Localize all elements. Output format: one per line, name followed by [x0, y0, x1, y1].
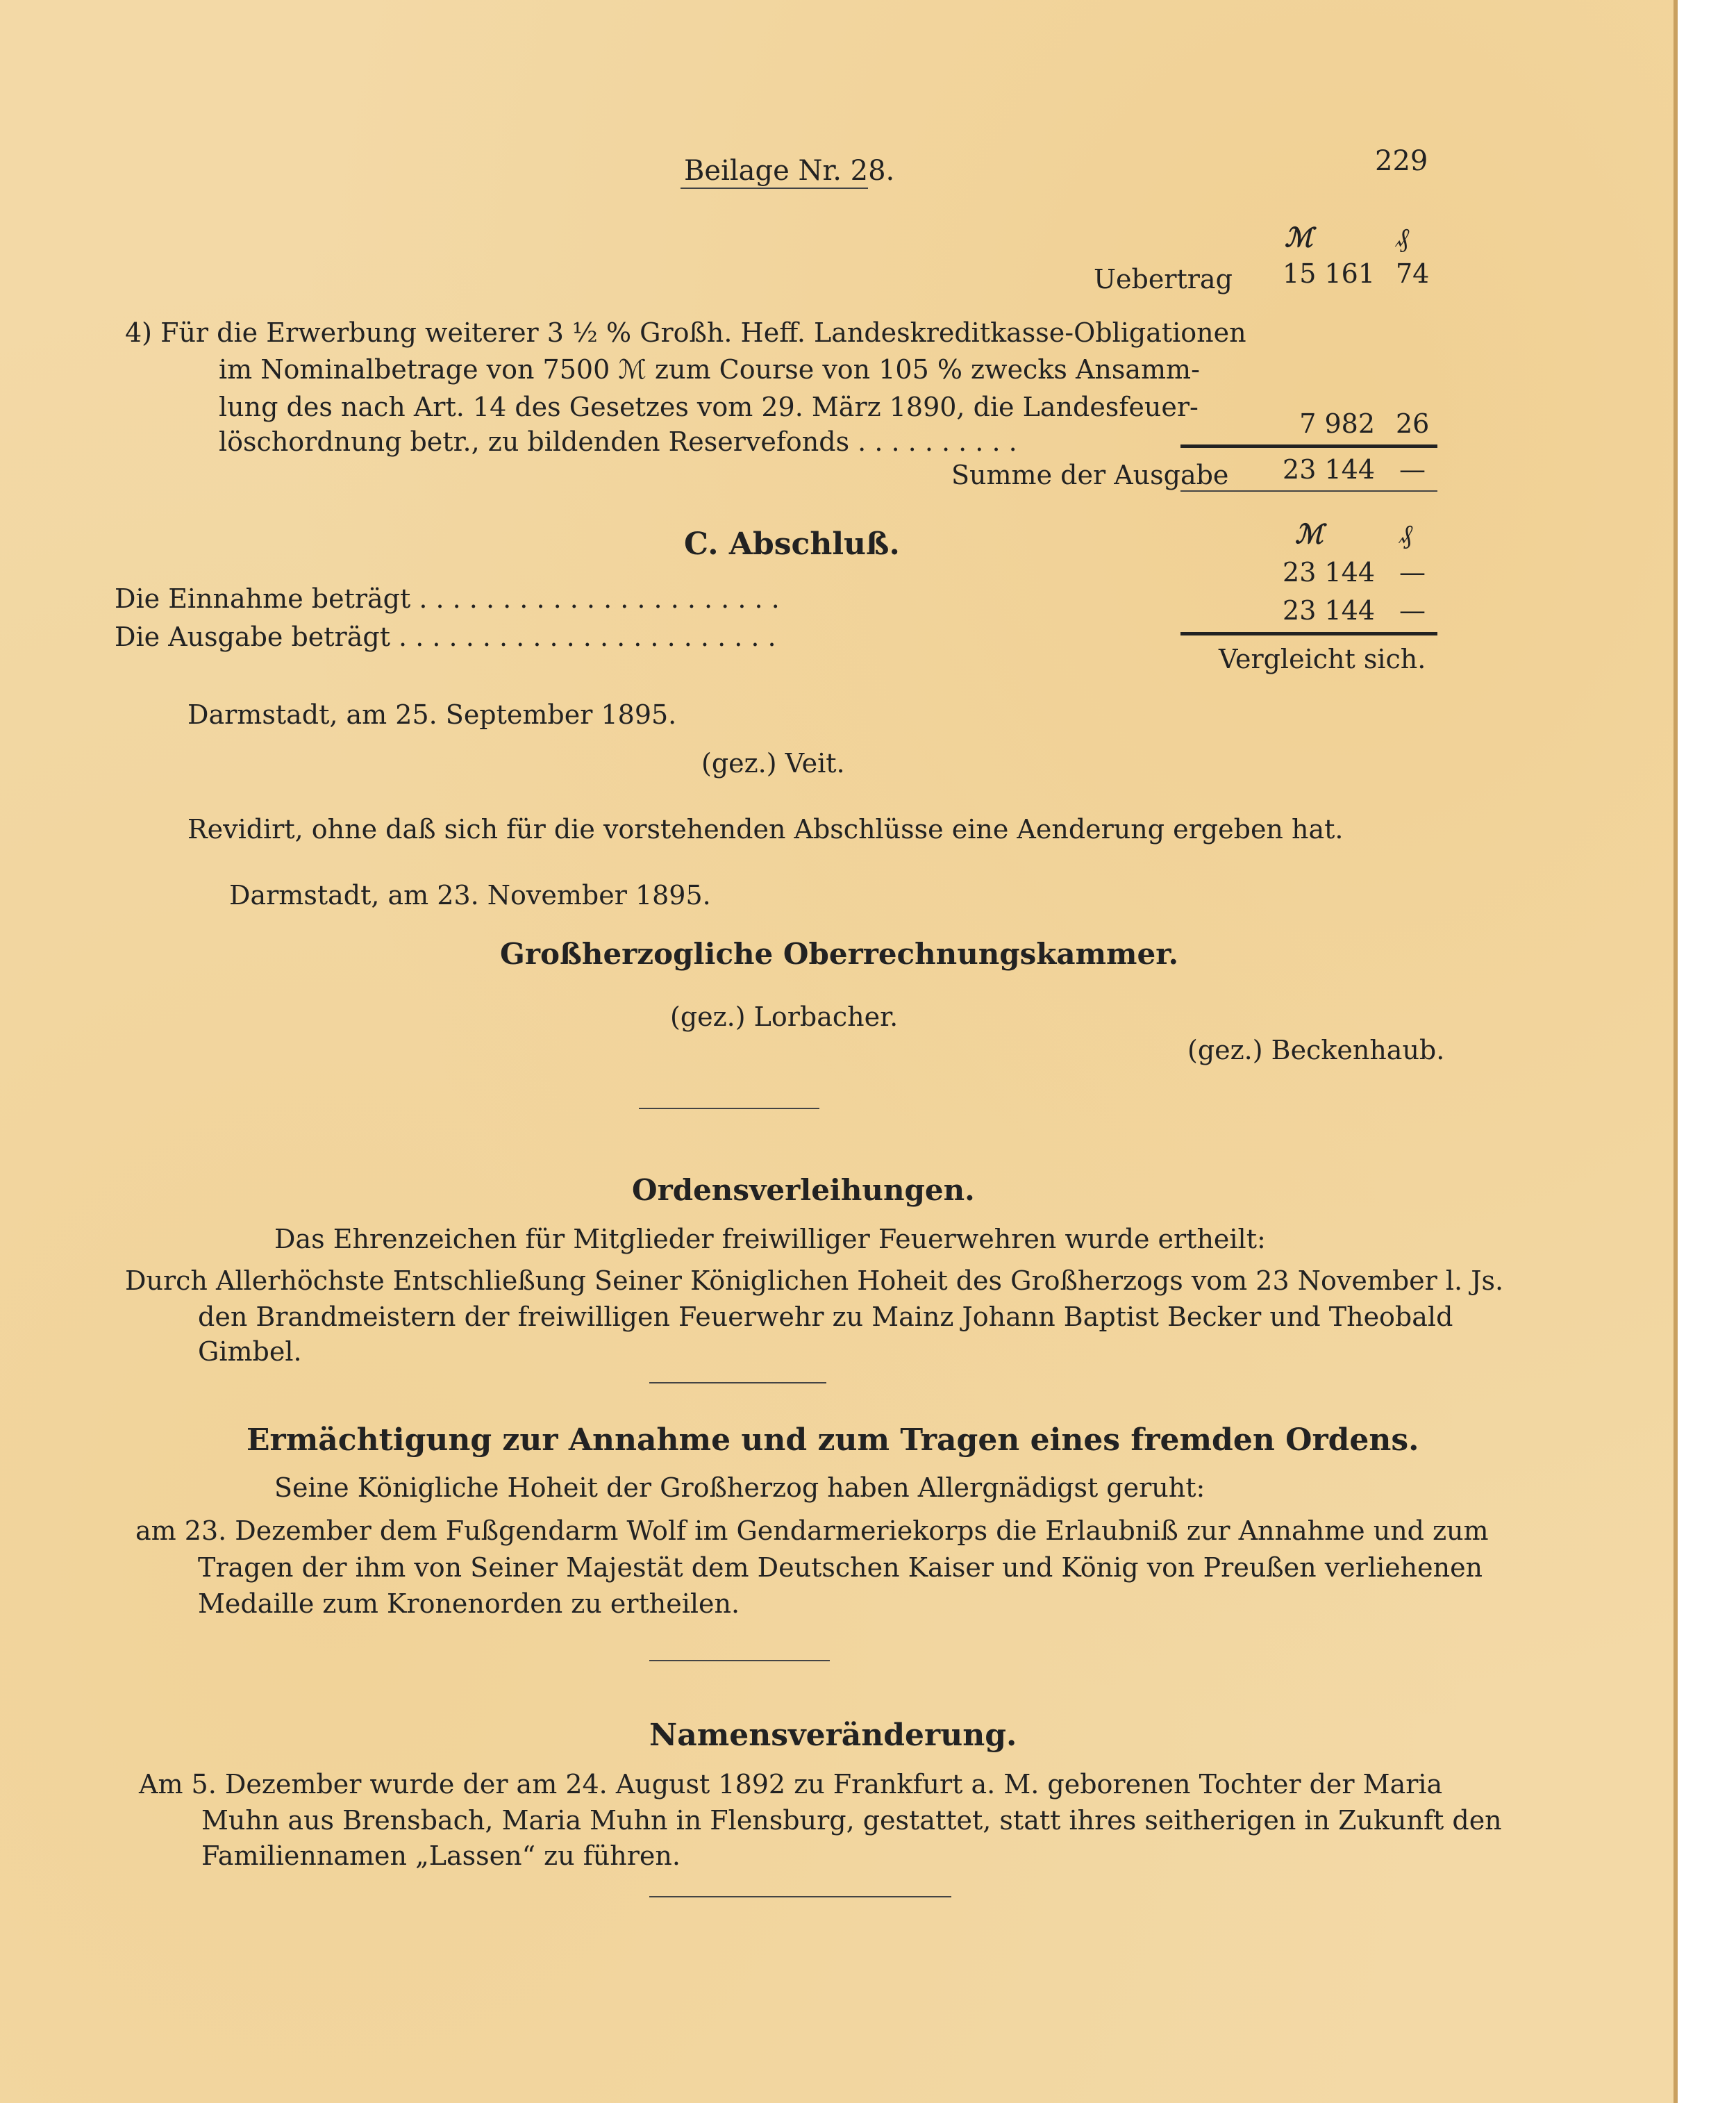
section-divider-4 [649, 1896, 951, 1897]
date-2: Darmstadt, am 23. November 1895. [229, 880, 711, 911]
page-number: 229 [1375, 145, 1428, 177]
closing-title: C. Abschluß. [684, 526, 900, 562]
carryover-label: Uebertrag [1094, 264, 1233, 294]
audit-office: Großherzogliche Oberrechnungskammer. [500, 937, 1179, 971]
name-change-line-1: Am 5. Dezember wurde der am 24. August 1892 zu Frankfurt a. M. geborenen Tochter der Maria [139, 1769, 1443, 1799]
mark-column-header: ℳ [1285, 222, 1313, 253]
balance-rule [1180, 632, 1437, 635]
name-change-line-3: Familiennamen „Lassen“ zu führen. [201, 1840, 681, 1871]
total-underline [1180, 490, 1437, 492]
item4-line-3: lung des nach Art. 14 des Gesetzes vom 29. März 1890, die Landesfeuer- [219, 392, 1199, 422]
section-divider-1 [639, 1108, 819, 1109]
item4-pfennig: 26 [1396, 408, 1430, 439]
expense-mark: 23 144 [1283, 595, 1375, 626]
foreign-order-title: Ermächtigung zur Annahme und zum Tragen eines fremden Ordens. [247, 1422, 1419, 1458]
page-edge [1674, 0, 1678, 2103]
item4-line-4: löschordnung betr., zu bildenden Reservefonds . . . . . . . . . . [219, 426, 1017, 457]
signature-lorbacher: (gez.) Lorbacher. [670, 1001, 899, 1032]
signature-veit: (gez.) Veit. [701, 748, 845, 779]
item4-mark: 7 982 [1299, 408, 1375, 439]
section-divider-3 [649, 1660, 830, 1661]
revision-note: Revidirt, ohne daß sich für die vorstehenden Abschlüsse eine Aenderung ergeben hat. [187, 814, 1344, 845]
sum-rule [1180, 444, 1437, 448]
income-label: Die Einnahme beträgt . . . . . . . . . . . . . . . . . . . . . . [115, 583, 780, 614]
carryover-pfennig: 74 [1396, 258, 1430, 289]
orders-line-3: Gimbel. [198, 1336, 302, 1367]
header-underline [681, 188, 868, 189]
foreign-order-intro: Seine Königliche Hoheit der Großherzog haben Allergnädigst geruht: [274, 1472, 1205, 1503]
name-change-line-2: Muhn aus Brensbach, Maria Muhn in Flensburg, gestattet, statt ihres seitherigen in Zukunft den [201, 1805, 1502, 1836]
total-label: Summe der Ausgabe [951, 460, 1229, 490]
item4-line-2: im Nominalbetrage von 7500 ℳ zum Course von 105 % zwecks Ansamm- [219, 354, 1200, 385]
foreign-order-line-1: am 23. Dezember dem Fußgendarm Wolf im Gendarmeriekorps die Erlaubniß zur Annahme und zum [135, 1515, 1489, 1546]
foreign-order-line-3: Medaille zum Kronenorden zu ertheilen. [198, 1588, 740, 1619]
total-mark: 23 144 [1283, 454, 1375, 485]
income-pfennig: — [1399, 557, 1426, 588]
foreign-order-line-2: Tragen der ihm von Seiner Majestät dem Deutschen Kaiser und König von Preußen verliehenen [198, 1552, 1483, 1583]
orders-line-2: den Brandmeistern der freiwilligen Feuerwehr zu Mainz Johann Baptist Becker und Theobald [198, 1302, 1453, 1332]
item4-line-1: 4) Für die Erwerbung weiterer 3 ½ % Großh. Heff. Landeskreditkasse-Obligationen [125, 317, 1246, 348]
name-change-title: Namensveränderung. [649, 1718, 1017, 1753]
balance-note: Vergleicht sich. [1219, 644, 1426, 674]
expense-label: Die Ausgabe beträgt . . . . . . . . . . . . . . . . . . . . . . . [115, 622, 776, 652]
orders-title: Ordensverleihungen. [632, 1173, 975, 1207]
closing-pfennig-header: ₰ [1399, 519, 1412, 549]
date-1: Darmstadt, am 25. September 1895. [187, 699, 677, 730]
expense-pfennig: — [1399, 595, 1426, 626]
signature-beckenhaub: (gez.) Beckenhaub. [1187, 1035, 1445, 1065]
supplement-label: Beilage Nr. 28. [684, 155, 895, 187]
closing-mark-header: ℳ [1295, 518, 1324, 549]
section-divider-2 [649, 1382, 826, 1383]
orders-line-1: Durch Allerhöchste Entschließung Seiner Königlichen Hoheit des Großherzogs vom 23 November l. Js. [125, 1265, 1504, 1296]
orders-intro: Das Ehrenzeichen für Mitglieder freiwilliger Feuerwehren wurde ertheilt: [274, 1224, 1266, 1254]
pfennig-column-header: ₰ [1396, 222, 1409, 253]
total-pfennig: — [1399, 454, 1426, 485]
carryover-mark: 15 161 [1283, 258, 1375, 289]
income-mark: 23 144 [1283, 557, 1375, 588]
